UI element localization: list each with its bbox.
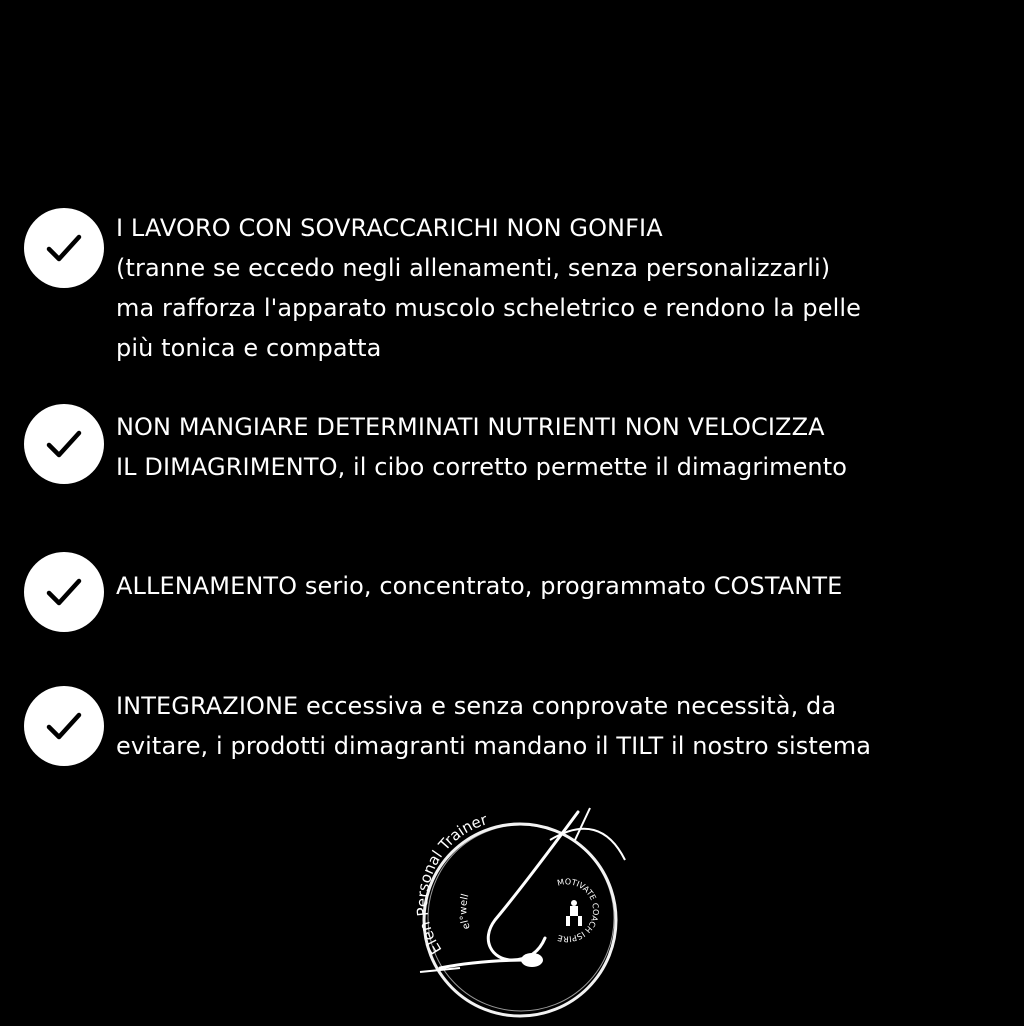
list-item-text bbox=[116, 407, 1016, 487]
checkmark-icon bbox=[24, 404, 104, 484]
list-item-text bbox=[116, 208, 1016, 368]
list-item-text bbox=[116, 686, 1016, 766]
checkmark-icon bbox=[24, 552, 104, 632]
logo-name-text: Elen Personal Trainer bbox=[413, 810, 490, 958]
text-line: NON MANGIARE DETERMINATI NUTRIENTI NON VELOCIZZA bbox=[116, 413, 825, 441]
brand-logo bbox=[400, 800, 640, 1022]
text-line: ma rafforza l'apparato muscolo scheletrico e rendono la pelle bbox=[116, 294, 861, 322]
text-line: più tonica e compatta bbox=[116, 334, 382, 362]
checkmark-icon bbox=[24, 686, 104, 766]
text-line: evitare, i prodotti dimagranti mandano il TILT il nostro sistema bbox=[116, 732, 872, 760]
logo-tagline-text: el°well bbox=[458, 892, 473, 931]
text-line: (tranne se eccedo negli allenamenti, senza personalizzarli) bbox=[116, 254, 831, 282]
text-line: INTEGRAZIONE eccessiva e senza conprovate necessità, da bbox=[116, 692, 837, 720]
list-item-text bbox=[116, 566, 1016, 606]
yoga-pose-logo-icon bbox=[400, 800, 640, 1022]
text-line: ALLENAMENTO serio, concentrato, programmato COSTANTE bbox=[116, 572, 843, 600]
logo-ring-text: MOTIVATE COACH ISPIRE bbox=[556, 877, 601, 944]
text-line: I LAVORO CON SOVRACCARICHI NON GONFIA bbox=[116, 214, 663, 242]
text-line: IL DIMAGRIMENTO, il cibo corretto permette il dimagrimento bbox=[116, 453, 848, 481]
checkmark-icon bbox=[24, 208, 104, 288]
